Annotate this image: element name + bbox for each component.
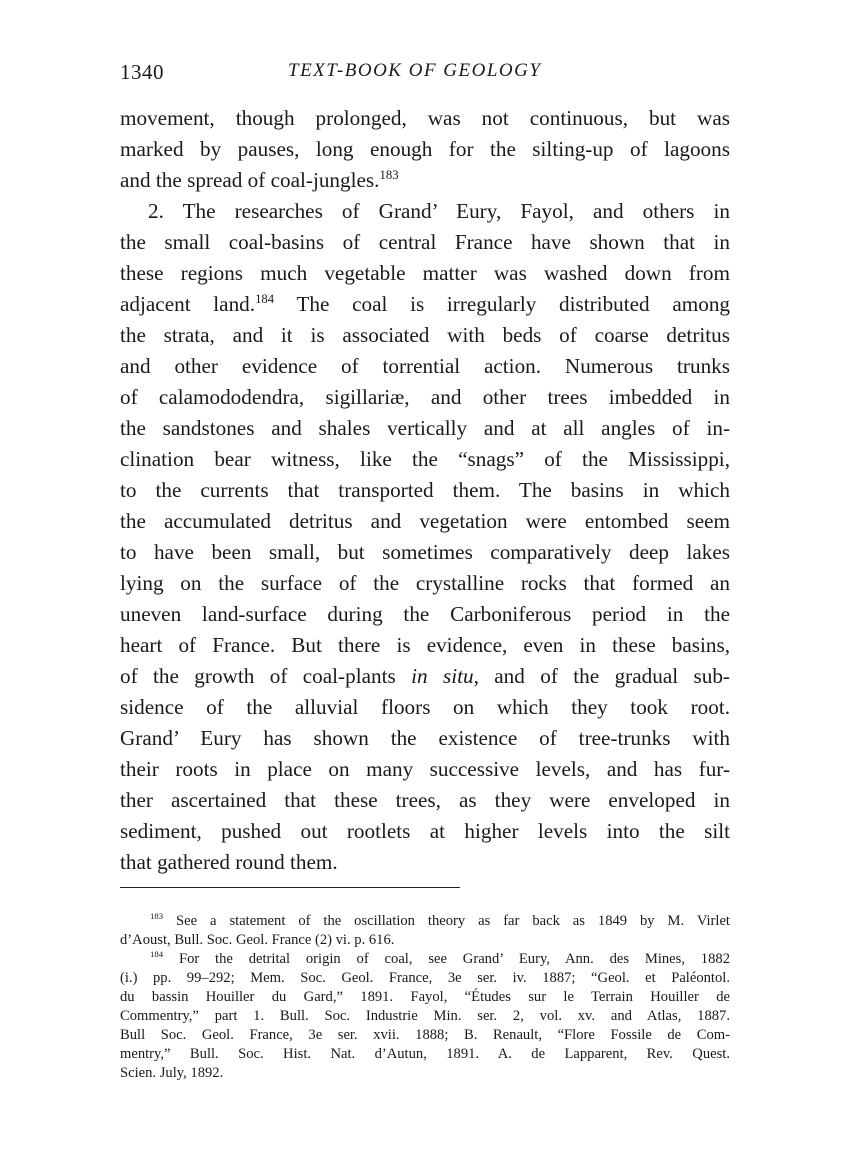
text-run: Bull Soc. Geol. France, 3e ser. xvii. 1888; B. Renault, “Flore Fossile de Com-: [120, 1027, 730, 1043]
body-line: [120, 258, 730, 289]
body-line: [120, 661, 730, 692]
text-run: the accumulated detritus and vegetation were entombed seem: [120, 509, 730, 533]
body-line: [120, 754, 730, 785]
text-run: marked by pauses, long enough for the silting-up of lagoons: [120, 137, 730, 161]
text-run: of the growth of coal-plants: [120, 664, 412, 688]
text-run: For the detrital origin of coal, see Grand’ Eury, Ann. des Mines, 1882: [163, 951, 730, 967]
text-run: See a statement of the oscillation theory as far back as 1849 by M. Virlet: [163, 913, 730, 929]
page-header: [120, 60, 730, 90]
body-line: [120, 785, 730, 816]
text-run: sediment, pushed out rootlets at higher levels into the silt: [120, 819, 730, 843]
footnote-line: [120, 931, 730, 950]
body-line: [120, 506, 730, 537]
body-line: [120, 816, 730, 847]
footnote-line: [120, 988, 730, 1007]
text-run: the strata, and it is associated with beds of coarse detritus: [120, 323, 730, 347]
text-run: Scien. July, 1892.: [120, 1065, 224, 1081]
body-line: [120, 444, 730, 475]
footnote-line: [120, 1045, 730, 1064]
text-run: clination bear witness, like the “snags” of the Mississippi,: [120, 447, 730, 471]
footnote-rule: [120, 887, 460, 888]
text-run: , and of the gradual sub-: [473, 664, 730, 688]
text-run: the small coal-basins of central France have shown that in: [120, 230, 730, 254]
body-line: [120, 413, 730, 444]
text-run: these regions much vegetable matter was washed down from: [120, 261, 730, 285]
text-run: of calamododendra, sigillariæ, and other trees imbedded in: [120, 385, 730, 409]
text-run: and other evidence of torrential action. Numerous trunks: [120, 354, 730, 378]
text-run: lying on the surface of the crystalline rocks that formed an: [120, 571, 730, 595]
footnote-marker: 183: [150, 911, 164, 922]
body-line: [120, 351, 730, 382]
text-run: to the currents that transported them. The basins in which: [120, 478, 730, 502]
body-line: [120, 692, 730, 723]
text-run: d’Aoust, Bull. Soc. Geol. France (2) vi. p. 616.: [120, 932, 395, 948]
footnote-marker: 184: [255, 291, 275, 306]
body-line: [120, 382, 730, 413]
text-run: 2. The researches of Grand’ Eury, Fayol, and others in: [148, 199, 730, 223]
footnote-line: [120, 1026, 730, 1045]
text-run: that gathered round them.: [120, 850, 338, 874]
text-run: (i.) pp. 99–292; Mem. Soc. Geol. France, 3e ser. iv. 1887; “Geol. et Paléontol.: [120, 970, 730, 986]
footnote-line: [120, 1007, 730, 1026]
text-run: Grand’ Eury has shown the existence of tree-trunks with: [120, 726, 730, 750]
footnote-line: [120, 1064, 730, 1083]
body-line: [120, 165, 730, 196]
running-title: TEXT-BOOK OF GEOLOGY: [288, 60, 542, 81]
footnote-marker: 183: [379, 167, 399, 182]
body-line: [120, 599, 730, 630]
body-line: [120, 568, 730, 599]
text-run: heart of France. But there is evidence, even in these basins,: [120, 633, 730, 657]
body-line: [120, 196, 730, 227]
text-run: ther ascertained that these trees, as they were enveloped in: [120, 788, 730, 812]
footnote-line: [120, 950, 730, 969]
body-line: [120, 134, 730, 165]
text-run: to have been small, but sometimes comparatively deep lakes: [120, 540, 730, 564]
text-run: and the spread of coal-jungles.: [120, 168, 380, 192]
footnotes: [120, 912, 730, 1083]
body-line: [120, 227, 730, 258]
body-line: [120, 289, 730, 320]
footnote-marker: 184: [150, 949, 164, 960]
text-run: their roots in place on many successive levels, and has fur-: [120, 757, 730, 781]
text-run: Commentry,” part 1. Bull. Soc. Industrie Min. ser. 2, vol. xv. and Atlas, 1887.: [120, 1008, 730, 1024]
text-run: adjacent land.: [120, 292, 256, 316]
text-run: sidence of the alluvial floors on which they took root.: [120, 695, 730, 719]
text-run: uneven land-surface during the Carboniferous period in the: [120, 602, 730, 626]
footnote-line: [120, 969, 730, 988]
text-run: mentry,” Bull. Soc. Hist. Nat. d’Autun, 1891. A. de Lapparent, Rev. Quest.: [120, 1046, 730, 1062]
italic-text: in situ: [411, 664, 474, 688]
body-line: [120, 103, 730, 134]
text-run: The coal is irregularly distributed among: [274, 292, 731, 316]
body-line: [120, 630, 730, 661]
text-run: the sandstones and shales vertically and at all angles of in-: [120, 416, 730, 440]
body-line: [120, 475, 730, 506]
body-line: [120, 537, 730, 568]
page-number: 1340: [120, 60, 164, 84]
text-run: movement, though prolonged, was not continuous, but was: [120, 106, 730, 130]
body-line: [120, 723, 730, 754]
body-line: [120, 320, 730, 351]
body-line: [120, 847, 730, 878]
text-run: du bassin Houiller du Gard,” 1891. Fayol, “Études sur le Terrain Houiller de: [120, 989, 730, 1005]
footnote-line: [120, 912, 730, 931]
body-text: [120, 103, 730, 878]
